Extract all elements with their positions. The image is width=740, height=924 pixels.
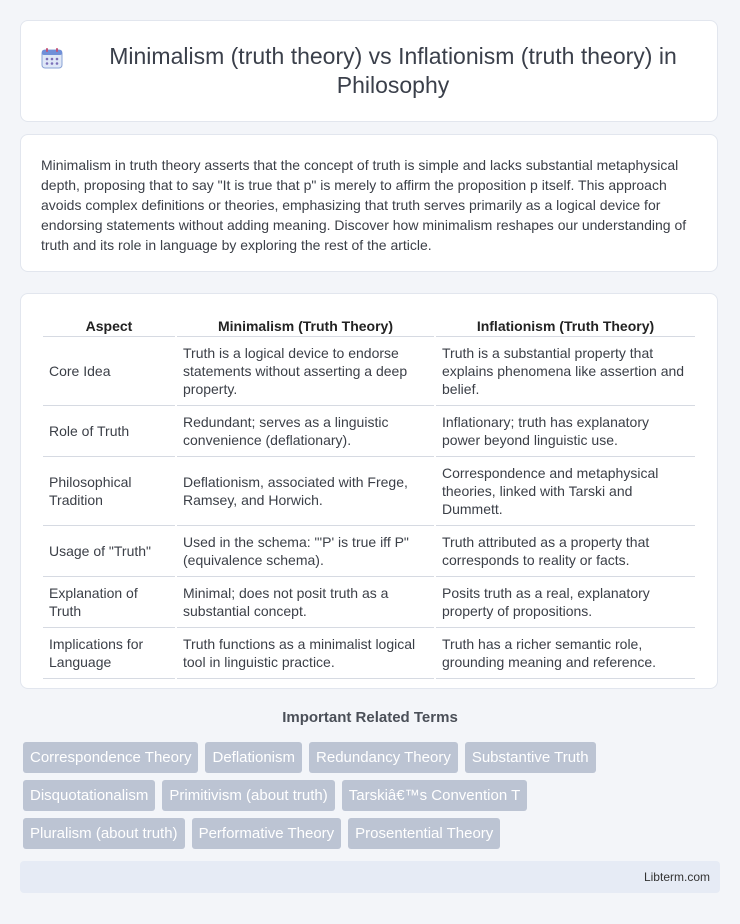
related-term-tag[interactable]: Redundancy Theory bbox=[309, 742, 458, 773]
table-row bbox=[43, 337, 695, 406]
aspect-cell: Role of Truth bbox=[43, 406, 175, 457]
header-inflationism: Inflationism (Truth Theory) bbox=[436, 314, 695, 337]
header-aspect: Aspect bbox=[43, 314, 175, 337]
minimalism-cell: Truth is a logical device to endorse statements without asserting a deep property. bbox=[177, 337, 434, 406]
related-term-tag[interactable]: Correspondence Theory bbox=[23, 742, 198, 773]
inflationism-cell: Correspondence and metaphysical theories, linked with Tarski and Dummett. bbox=[436, 457, 695, 526]
comparison-table bbox=[41, 314, 697, 679]
minimalism-cell: Deflationism, associated with Frege, Ramsey, and Horwich. bbox=[177, 457, 434, 526]
footer bbox=[20, 861, 720, 893]
footer-site-link[interactable]: Libterm.com bbox=[643, 870, 710, 884]
minimalism-cell: Redundant; serves as a linguistic convenience (deflationary). bbox=[177, 406, 434, 457]
related-term-tag[interactable]: Performative Theory bbox=[192, 818, 342, 849]
inflationism-cell: Truth attributed as a property that corresponds to reality or facts. bbox=[436, 526, 695, 577]
tag-row bbox=[23, 818, 723, 849]
intro-card bbox=[20, 134, 718, 272]
aspect-cell: Usage of "Truth" bbox=[43, 526, 175, 577]
title-card bbox=[20, 20, 718, 122]
table-row bbox=[43, 526, 695, 577]
related-term-tag[interactable]: Prosentential Theory bbox=[348, 818, 500, 849]
related-term-tag[interactable]: Deflationism bbox=[205, 742, 302, 773]
table-row bbox=[43, 577, 695, 628]
inflationism-cell: Inflationary; truth has explanatory power beyond linguistic use. bbox=[436, 406, 695, 457]
intro-paragraph: Minimalism in truth theory asserts that the concept of truth is simple and lacks substantial metaphysical depth, proposing that to say "It is true that p" is merely to affirm the proposition p itself. This approach avoids complex definitions or theories, emphasizing that truth serves primarily as a logical device for endorsing statements without adding meaning. Discover how minimalism reshapes our understanding of truth and its role in language by exploring the rest of the article. bbox=[41, 157, 687, 253]
tag-row bbox=[23, 742, 723, 773]
tag-row bbox=[23, 780, 723, 811]
related-term-tag[interactable]: Pluralism (about truth) bbox=[23, 818, 185, 849]
inflationism-cell: Truth is a substantial property that explains phenomena like assertion and belief. bbox=[436, 337, 695, 406]
related-term-tag[interactable]: Substantive Truth bbox=[465, 742, 596, 773]
minimalism-cell: Truth functions as a minimalist logical tool in linguistic practice. bbox=[177, 628, 434, 679]
aspect-cell: Explanation of Truth bbox=[43, 577, 175, 628]
header-minimalism: Minimalism (Truth Theory) bbox=[177, 314, 434, 337]
inflationism-cell: Posits truth as a real, explanatory property of propositions. bbox=[436, 577, 695, 628]
comparison-card bbox=[20, 293, 718, 689]
table-row bbox=[43, 628, 695, 679]
related-term-tag[interactable]: Primitivism (about truth) bbox=[162, 780, 334, 811]
related-terms-list bbox=[23, 742, 723, 856]
minimalism-cell: Minimal; does not posit truth as a substantial concept. bbox=[177, 577, 434, 628]
table-row bbox=[43, 457, 695, 526]
aspect-cell: Core Idea bbox=[43, 337, 175, 406]
aspect-cell: Philosophical Tradition bbox=[43, 457, 175, 526]
calendar-icon bbox=[41, 47, 63, 69]
table-row bbox=[43, 406, 695, 457]
page-title: Minimalism (truth theory) vs Inflationism (truth theory) in Philosophy bbox=[109, 43, 677, 98]
aspect-cell: Implications for Language bbox=[43, 628, 175, 679]
table-header-row bbox=[43, 314, 695, 337]
minimalism-cell: Used in the schema: "'P' is true iff P" (equivalence schema). bbox=[177, 526, 434, 577]
related-terms-heading: Important Related Terms bbox=[282, 709, 458, 726]
related-term-tag[interactable]: Disquotationalism bbox=[23, 780, 155, 811]
related-term-tag[interactable]: Tarskiâ€™s Convention T bbox=[342, 780, 527, 811]
inflationism-cell: Truth has a richer semantic role, grounding meaning and reference. bbox=[436, 628, 695, 679]
